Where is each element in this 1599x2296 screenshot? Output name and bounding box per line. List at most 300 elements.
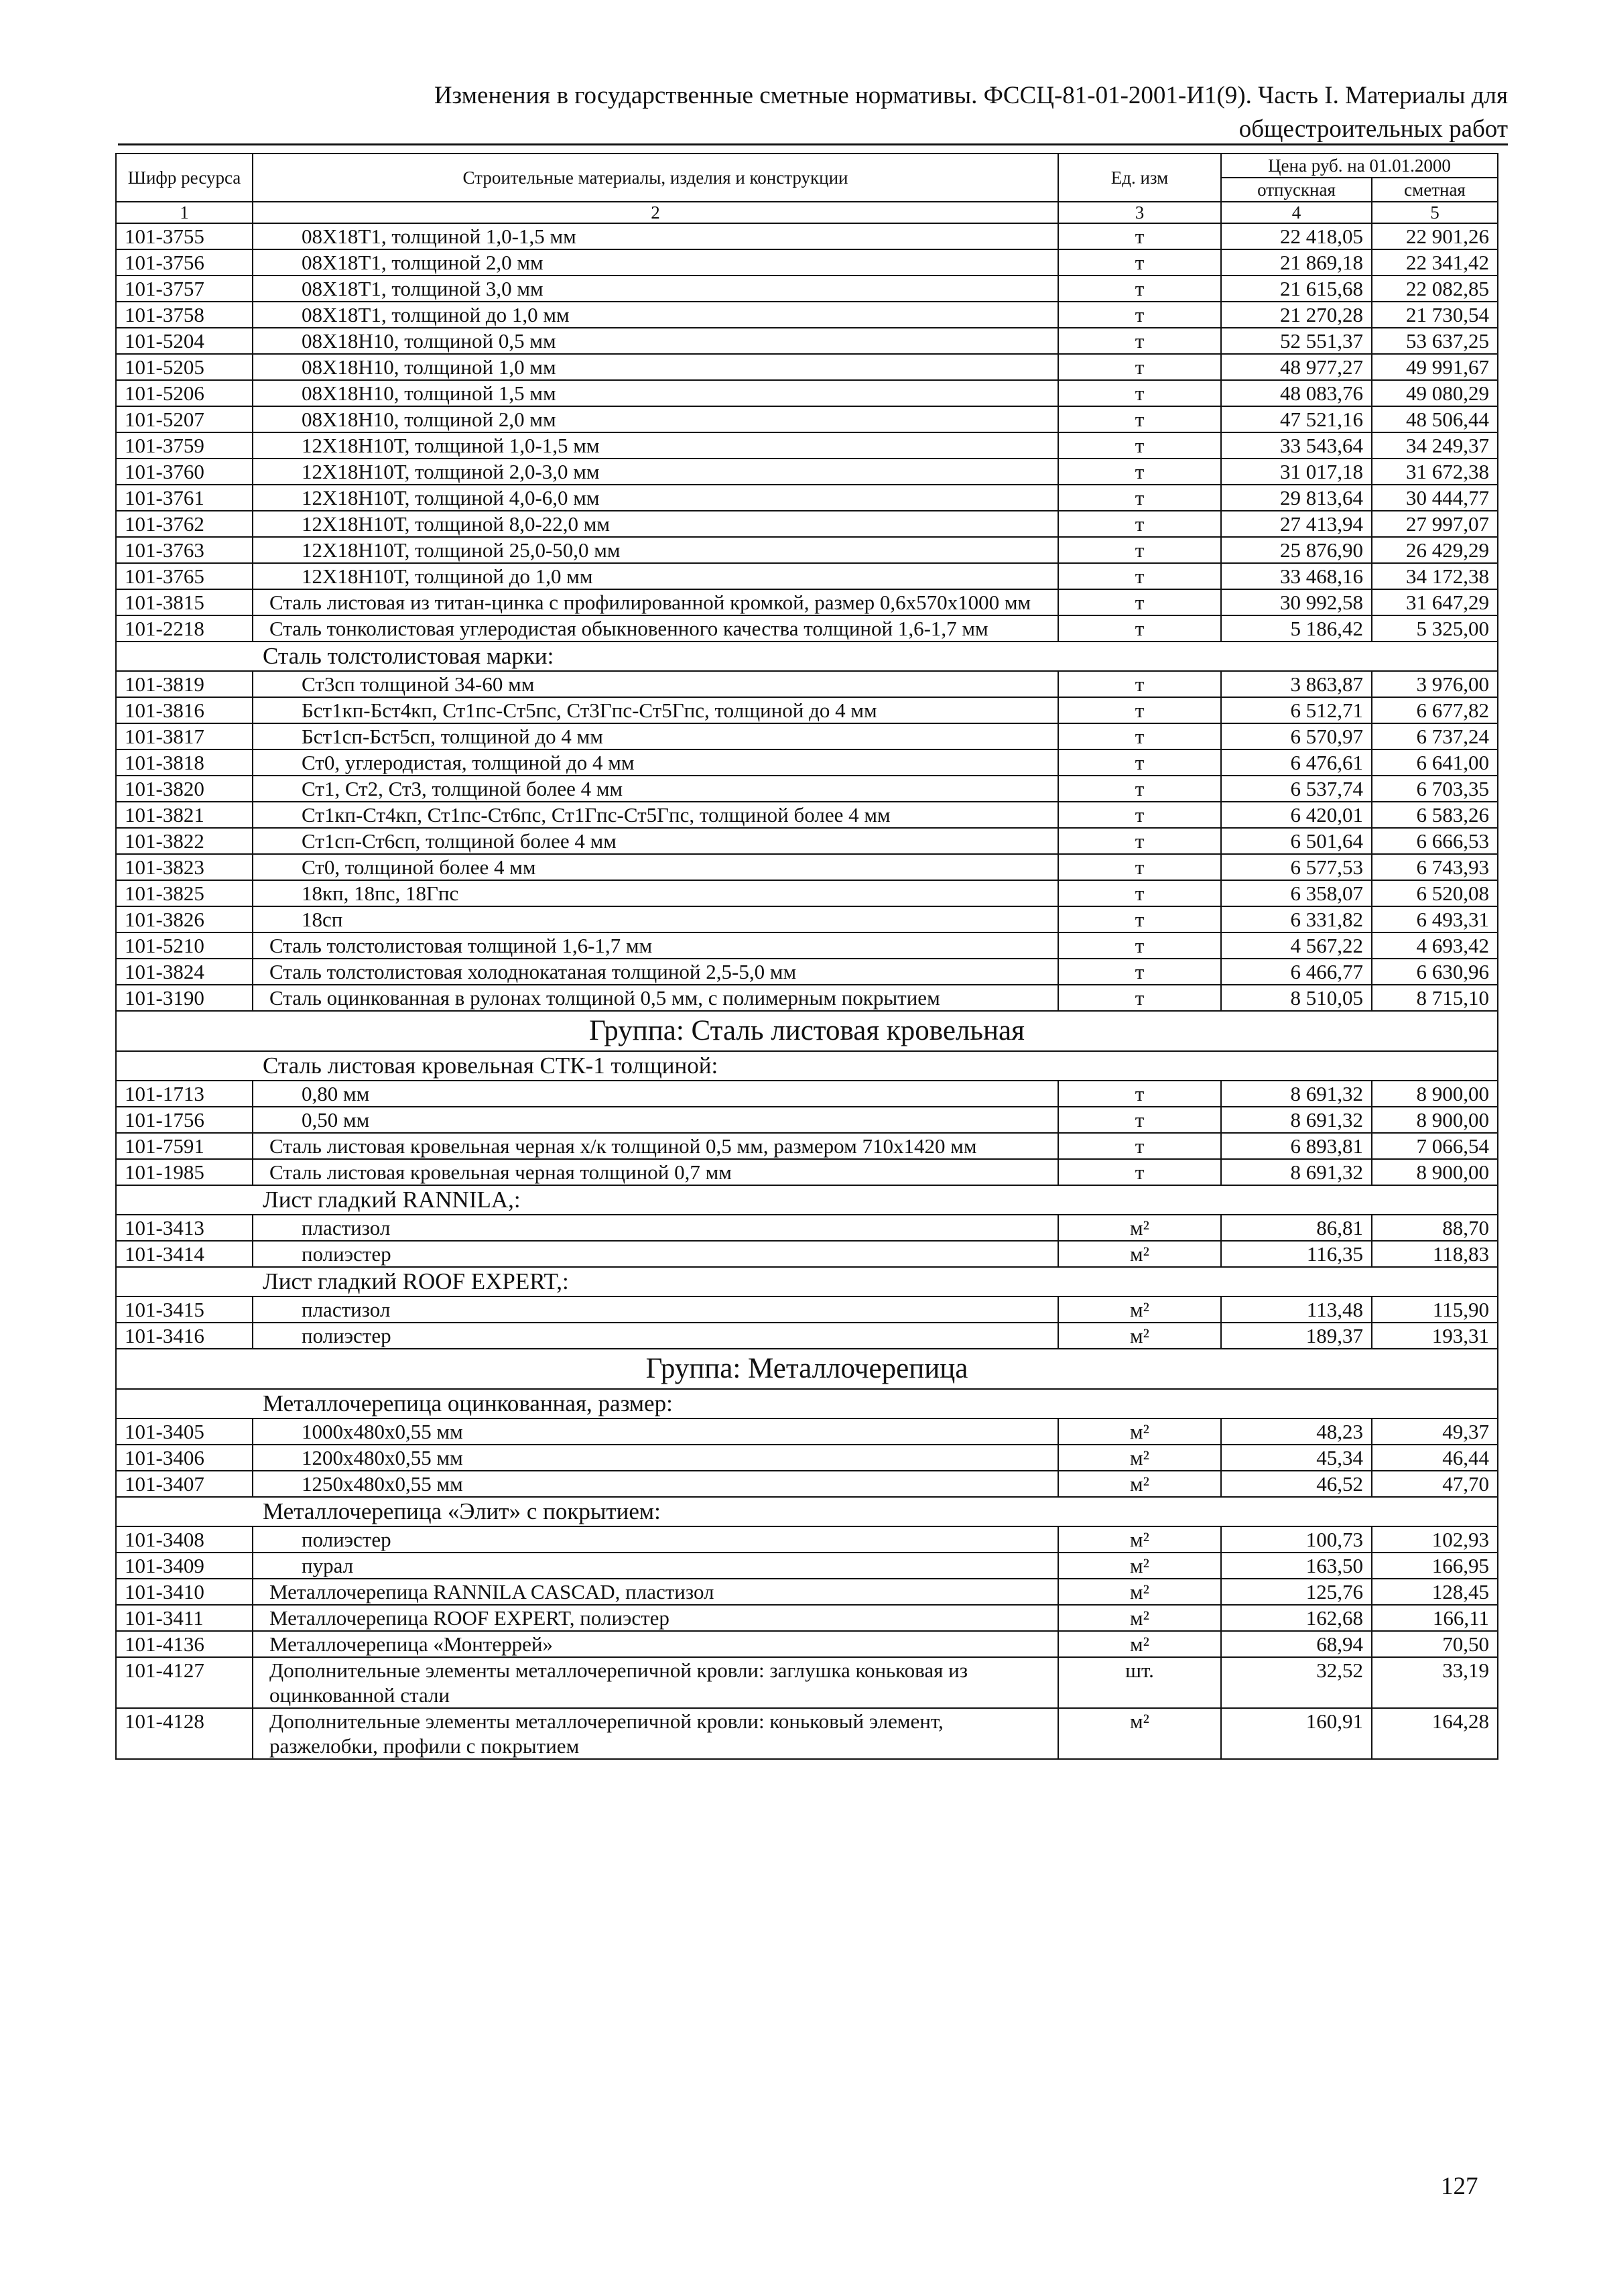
release-price: 52 551,37 bbox=[1221, 328, 1372, 354]
subsection-heading: Сталь толстолистовая марки: bbox=[116, 642, 1498, 671]
release-price: 6 476,61 bbox=[1221, 749, 1372, 776]
table-row bbox=[116, 959, 1498, 985]
release-price: 6 577,53 bbox=[1221, 854, 1372, 880]
material-name: Ст0, углеродистая, толщиной до 4 мм bbox=[253, 749, 1058, 776]
table-row bbox=[116, 354, 1498, 380]
resource-code: 101-3816 bbox=[116, 697, 253, 723]
resource-code: 101-4127 bbox=[116, 1657, 253, 1708]
resource-code: 101-3408 bbox=[116, 1526, 253, 1553]
material-name: 08Х18Т1, толщиной 3,0 мм bbox=[253, 276, 1058, 302]
table-row bbox=[116, 1657, 1498, 1708]
release-price: 3 863,87 bbox=[1221, 671, 1372, 697]
material-name: Бст1сп-Бст5сп, толщиной до 4 мм bbox=[253, 723, 1058, 749]
table-head bbox=[116, 154, 1498, 223]
release-price: 100,73 bbox=[1221, 1526, 1372, 1553]
subsection-heading: Металлочерепица «Элит» с покрытием: bbox=[116, 1497, 1498, 1526]
resource-code: 101-3409 bbox=[116, 1553, 253, 1579]
resource-code: 101-3822 bbox=[116, 828, 253, 854]
material-name: Бст1кп-Бст4кп, Ст1пс-Ст5пс, Ст3Гпс-Ст5Гпс, толщиной до 4 мм bbox=[253, 697, 1058, 723]
group-heading: Группа: Металлочерепица bbox=[116, 1349, 1498, 1389]
estimate-price: 31 672,38 bbox=[1372, 459, 1498, 485]
release-price: 48 083,76 bbox=[1221, 380, 1372, 406]
table-row bbox=[116, 276, 1498, 302]
release-price: 21 270,28 bbox=[1221, 302, 1372, 328]
estimate-price: 115,90 bbox=[1372, 1296, 1498, 1323]
unit-cell: м² bbox=[1058, 1526, 1221, 1553]
unit-cell: т bbox=[1058, 406, 1221, 432]
table-row bbox=[116, 1133, 1498, 1159]
estimate-price: 3 976,00 bbox=[1372, 671, 1498, 697]
resource-code: 101-3410 bbox=[116, 1579, 253, 1605]
material-name: полиэстер bbox=[253, 1323, 1058, 1349]
unit-cell: т bbox=[1058, 802, 1221, 828]
unit-cell: м² bbox=[1058, 1708, 1221, 1759]
resource-code: 101-1985 bbox=[116, 1159, 253, 1185]
material-name: полиэстер bbox=[253, 1241, 1058, 1267]
unit-cell: т bbox=[1058, 459, 1221, 485]
release-price: 48 977,27 bbox=[1221, 354, 1372, 380]
material-name: Дополнительные элементы металлочерепичной кровли: коньковый элемент, разжелобки, профили с покрытием bbox=[253, 1708, 1058, 1759]
table-row bbox=[116, 1081, 1498, 1107]
material-name: Сталь тонколистовая углеродистая обыкновенного качества толщиной 1,6-1,7 мм bbox=[253, 615, 1058, 642]
material-name: 18сп bbox=[253, 906, 1058, 932]
material-name: Сталь листовая из титан-цинка с профилированной кромкой, размер 0,6х570х1000 мм bbox=[253, 589, 1058, 615]
release-price: 29 813,64 bbox=[1221, 485, 1372, 511]
release-price: 33 468,16 bbox=[1221, 563, 1372, 589]
unit-cell: т bbox=[1058, 276, 1221, 302]
resource-code: 101-3755 bbox=[116, 223, 253, 249]
unit-cell: т bbox=[1058, 828, 1221, 854]
material-name: Сталь толстолистовая холоднокатаная толщиной 2,5-5,0 мм bbox=[253, 959, 1058, 985]
resource-code: 101-3413 bbox=[116, 1215, 253, 1241]
page-number: 127 bbox=[1441, 2173, 1478, 2200]
table-row bbox=[116, 1296, 1498, 1323]
release-price: 6 466,77 bbox=[1221, 959, 1372, 985]
resource-code: 101-3818 bbox=[116, 749, 253, 776]
estimate-price: 49 080,29 bbox=[1372, 380, 1498, 406]
table-row bbox=[116, 1708, 1498, 1759]
estimate-price: 47,70 bbox=[1372, 1471, 1498, 1497]
material-name: 12Х18Н10Т, толщиной до 1,0 мм bbox=[253, 563, 1058, 589]
estimate-price: 49 991,67 bbox=[1372, 354, 1498, 380]
material-name: Сталь оцинкованная в рулонах толщиной 0,5 мм, с полимерным покрытием bbox=[253, 985, 1058, 1011]
price-table bbox=[115, 153, 1498, 1760]
resource-code: 101-7591 bbox=[116, 1133, 253, 1159]
unit-cell: м² bbox=[1058, 1215, 1221, 1241]
material-name: 08Х18Н10, толщиной 1,5 мм bbox=[253, 380, 1058, 406]
resource-code: 101-3821 bbox=[116, 802, 253, 828]
estimate-price: 26 429,29 bbox=[1372, 537, 1498, 563]
release-price: 6 331,82 bbox=[1221, 906, 1372, 932]
unit-cell: м² bbox=[1058, 1471, 1221, 1497]
release-price: 189,37 bbox=[1221, 1323, 1372, 1349]
release-price: 6 537,74 bbox=[1221, 776, 1372, 802]
material-name: 1200х480х0,55 мм bbox=[253, 1445, 1058, 1471]
resource-code: 101-3763 bbox=[116, 537, 253, 563]
estimate-price: 70,50 bbox=[1372, 1631, 1498, 1657]
unit-cell: т bbox=[1058, 485, 1221, 511]
table-row bbox=[116, 697, 1498, 723]
material-name: 0,50 мм bbox=[253, 1107, 1058, 1133]
resource-code: 101-3819 bbox=[116, 671, 253, 697]
resource-code: 101-3757 bbox=[116, 276, 253, 302]
subsection-heading: Лист гладкий ROOF EXPERT,: bbox=[116, 1267, 1498, 1296]
unit-cell: т bbox=[1058, 302, 1221, 328]
table-row bbox=[116, 1323, 1498, 1349]
unit-cell: т bbox=[1058, 959, 1221, 985]
resource-code: 101-3765 bbox=[116, 563, 253, 589]
unit-cell: т bbox=[1058, 589, 1221, 615]
estimate-price: 34 172,38 bbox=[1372, 563, 1498, 589]
estimate-price: 27 997,07 bbox=[1372, 511, 1498, 537]
resource-code: 101-2218 bbox=[116, 615, 253, 642]
unit-cell: т bbox=[1058, 880, 1221, 906]
release-price: 46,52 bbox=[1221, 1471, 1372, 1497]
subsection-heading-row bbox=[116, 1267, 1498, 1296]
column-number-row bbox=[116, 202, 1498, 223]
resource-code: 101-3758 bbox=[116, 302, 253, 328]
material-name: 08Х18Т1, толщиной 1,0-1,5 мм bbox=[253, 223, 1058, 249]
estimate-price: 6 583,26 bbox=[1372, 802, 1498, 828]
estimate-price: 53 637,25 bbox=[1372, 328, 1498, 354]
table-row bbox=[116, 1471, 1498, 1497]
material-name: полиэстер bbox=[253, 1526, 1058, 1553]
table-row bbox=[116, 563, 1498, 589]
estimate-price: 7 066,54 bbox=[1372, 1133, 1498, 1159]
table-row bbox=[116, 302, 1498, 328]
release-price: 27 413,94 bbox=[1221, 511, 1372, 537]
unit-cell: т bbox=[1058, 985, 1221, 1011]
estimate-price: 164,28 bbox=[1372, 1708, 1498, 1759]
release-price: 8 691,32 bbox=[1221, 1081, 1372, 1107]
estimate-price: 30 444,77 bbox=[1372, 485, 1498, 511]
resource-code: 101-3190 bbox=[116, 985, 253, 1011]
col-number: 5 bbox=[1372, 202, 1498, 223]
resource-code: 101-3760 bbox=[116, 459, 253, 485]
table-row bbox=[116, 537, 1498, 563]
unit-cell: т bbox=[1058, 432, 1221, 459]
table-body bbox=[116, 223, 1498, 1759]
release-price: 68,94 bbox=[1221, 1631, 1372, 1657]
release-price: 47 521,16 bbox=[1221, 406, 1372, 432]
table-row bbox=[116, 802, 1498, 828]
unit-cell: т bbox=[1058, 671, 1221, 697]
estimate-price: 49,37 bbox=[1372, 1418, 1498, 1445]
release-price: 30 992,58 bbox=[1221, 589, 1372, 615]
release-price: 113,48 bbox=[1221, 1296, 1372, 1323]
material-name: 08Х18Н10, толщиной 2,0 мм bbox=[253, 406, 1058, 432]
material-name: Металлочерепица ROOF EXPERT, полиэстер bbox=[253, 1605, 1058, 1631]
estimate-price: 46,44 bbox=[1372, 1445, 1498, 1471]
col-number: 1 bbox=[116, 202, 253, 223]
material-name: Металлочерепица «Монтеррей» bbox=[253, 1631, 1058, 1657]
estimate-price: 8 715,10 bbox=[1372, 985, 1498, 1011]
unit-cell: т bbox=[1058, 537, 1221, 563]
material-name: Сталь толстолистовая толщиной 1,6-1,7 мм bbox=[253, 932, 1058, 959]
material-name: 08Х18Н10, толщиной 0,5 мм bbox=[253, 328, 1058, 354]
table-row bbox=[116, 1215, 1498, 1241]
release-price: 8 691,32 bbox=[1221, 1107, 1372, 1133]
subsection-heading: Металлочерепица оцинкованная, размер: bbox=[116, 1389, 1498, 1418]
header-line-2: общестроительных работ bbox=[1238, 115, 1508, 143]
table-row bbox=[116, 1605, 1498, 1631]
estimate-price: 88,70 bbox=[1372, 1215, 1498, 1241]
unit-cell: т bbox=[1058, 723, 1221, 749]
resource-code: 101-3761 bbox=[116, 485, 253, 511]
table-row bbox=[116, 932, 1498, 959]
unit-cell: т bbox=[1058, 776, 1221, 802]
estimate-price: 6 493,31 bbox=[1372, 906, 1498, 932]
release-price: 116,35 bbox=[1221, 1241, 1372, 1267]
resource-code: 101-3824 bbox=[116, 959, 253, 985]
col-header-release: отпускная bbox=[1221, 178, 1372, 202]
estimate-price: 4 693,42 bbox=[1372, 932, 1498, 959]
material-name: 08Х18Н10, толщиной 1,0 мм bbox=[253, 354, 1058, 380]
table-row bbox=[116, 1579, 1498, 1605]
resource-code: 101-1756 bbox=[116, 1107, 253, 1133]
material-name: Ст1сп-Ст6сп, толщиной более 4 мм bbox=[253, 828, 1058, 854]
table-row bbox=[116, 615, 1498, 642]
unit-cell: м² bbox=[1058, 1241, 1221, 1267]
unit-cell: т bbox=[1058, 249, 1221, 276]
table-row bbox=[116, 1159, 1498, 1185]
resource-code: 101-3407 bbox=[116, 1471, 253, 1497]
release-price: 8 691,32 bbox=[1221, 1159, 1372, 1185]
material-name: 0,80 мм bbox=[253, 1081, 1058, 1107]
release-price: 32,52 bbox=[1221, 1657, 1372, 1708]
table-row bbox=[116, 1445, 1498, 1471]
unit-cell: м² bbox=[1058, 1605, 1221, 1631]
unit-cell: м² bbox=[1058, 1418, 1221, 1445]
release-price: 4 567,22 bbox=[1221, 932, 1372, 959]
material-name: Ст0, толщиной более 4 мм bbox=[253, 854, 1058, 880]
table-row bbox=[116, 328, 1498, 354]
resource-code: 101-3823 bbox=[116, 854, 253, 880]
release-price: 31 017,18 bbox=[1221, 459, 1372, 485]
document-header bbox=[322, 79, 1508, 146]
header-rule bbox=[118, 143, 1508, 145]
subsection-heading-row bbox=[116, 1051, 1498, 1081]
table-row bbox=[116, 406, 1498, 432]
estimate-price: 8 900,00 bbox=[1372, 1107, 1498, 1133]
subsection-heading-row bbox=[116, 642, 1498, 671]
material-name: 12Х18Н10Т, толщиной 25,0-50,0 мм bbox=[253, 537, 1058, 563]
estimate-price: 48 506,44 bbox=[1372, 406, 1498, 432]
table-row bbox=[116, 723, 1498, 749]
table-row bbox=[116, 589, 1498, 615]
table-row bbox=[116, 1526, 1498, 1553]
unit-cell: т bbox=[1058, 223, 1221, 249]
estimate-price: 34 249,37 bbox=[1372, 432, 1498, 459]
resource-code: 101-1713 bbox=[116, 1081, 253, 1107]
estimate-price: 6 737,24 bbox=[1372, 723, 1498, 749]
material-name: 12Х18Н10Т, толщиной 2,0-3,0 мм bbox=[253, 459, 1058, 485]
release-price: 33 543,64 bbox=[1221, 432, 1372, 459]
unit-cell: т bbox=[1058, 749, 1221, 776]
table-row bbox=[116, 854, 1498, 880]
material-name: пластизол bbox=[253, 1296, 1058, 1323]
material-name: 1250х480х0,55 мм bbox=[253, 1471, 1058, 1497]
unit-cell: т bbox=[1058, 906, 1221, 932]
resource-code: 101-3756 bbox=[116, 249, 253, 276]
resource-code: 101-3759 bbox=[116, 432, 253, 459]
table-row bbox=[116, 1631, 1498, 1657]
material-name: Дополнительные элементы металлочерепичной кровли: заглушка коньковая из оцинкованной стали bbox=[253, 1657, 1058, 1708]
group-heading-row bbox=[116, 1011, 1498, 1051]
resource-code: 101-5207 bbox=[116, 406, 253, 432]
release-price: 21 615,68 bbox=[1221, 276, 1372, 302]
material-name: 08Х18Т1, толщиной до 1,0 мм bbox=[253, 302, 1058, 328]
material-name: 08Х18Т1, толщиной 2,0 мм bbox=[253, 249, 1058, 276]
material-name: Металлочерепица RANNILA CASCAD, пластизол bbox=[253, 1579, 1058, 1605]
material-name: 12Х18Н10Т, толщиной 1,0-1,5 мм bbox=[253, 432, 1058, 459]
unit-cell: т bbox=[1058, 328, 1221, 354]
table-row bbox=[116, 828, 1498, 854]
table-row bbox=[116, 880, 1498, 906]
unit-cell: т bbox=[1058, 1081, 1221, 1107]
release-price: 8 510,05 bbox=[1221, 985, 1372, 1011]
release-price: 45,34 bbox=[1221, 1445, 1372, 1471]
release-price: 6 570,97 bbox=[1221, 723, 1372, 749]
material-name: пластизол bbox=[253, 1215, 1058, 1241]
unit-cell: т bbox=[1058, 380, 1221, 406]
subsection-heading-row bbox=[116, 1389, 1498, 1418]
unit-cell: т bbox=[1058, 1107, 1221, 1133]
resource-code: 101-5206 bbox=[116, 380, 253, 406]
unit-cell: м² bbox=[1058, 1323, 1221, 1349]
resource-code: 101-3762 bbox=[116, 511, 253, 537]
estimate-price: 166,95 bbox=[1372, 1553, 1498, 1579]
table-row bbox=[116, 459, 1498, 485]
material-name: Ст1, Ст2, Ст3, толщиной более 4 мм bbox=[253, 776, 1058, 802]
release-price: 6 358,07 bbox=[1221, 880, 1372, 906]
release-price: 160,91 bbox=[1221, 1708, 1372, 1759]
unit-cell: т bbox=[1058, 1133, 1221, 1159]
release-price: 6 893,81 bbox=[1221, 1133, 1372, 1159]
col-header-estimate: сметная bbox=[1372, 178, 1498, 202]
col-number: 2 bbox=[253, 202, 1058, 223]
estimate-price: 102,93 bbox=[1372, 1526, 1498, 1553]
material-name: Ст3сп толщиной 34-60 мм bbox=[253, 671, 1058, 697]
unit-cell: т bbox=[1058, 854, 1221, 880]
resource-code: 101-5210 bbox=[116, 932, 253, 959]
subsection-heading-row bbox=[116, 1497, 1498, 1526]
table-row bbox=[116, 432, 1498, 459]
subsection-heading: Лист гладкий RANNILA,: bbox=[116, 1185, 1498, 1215]
table-row bbox=[116, 985, 1498, 1011]
unit-cell: т bbox=[1058, 563, 1221, 589]
release-price: 48,23 bbox=[1221, 1418, 1372, 1445]
resource-code: 101-3826 bbox=[116, 906, 253, 932]
unit-cell: м² bbox=[1058, 1445, 1221, 1471]
table-row bbox=[116, 485, 1498, 511]
estimate-price: 6 666,53 bbox=[1372, 828, 1498, 854]
resource-code: 101-3416 bbox=[116, 1323, 253, 1349]
table-row bbox=[116, 1418, 1498, 1445]
col-header-unit: Ед. изм bbox=[1058, 154, 1221, 202]
table-row bbox=[116, 1553, 1498, 1579]
release-price: 22 418,05 bbox=[1221, 223, 1372, 249]
estimate-price: 21 730,54 bbox=[1372, 302, 1498, 328]
estimate-price: 22 901,26 bbox=[1372, 223, 1498, 249]
resource-code: 101-3820 bbox=[116, 776, 253, 802]
subsection-heading-row bbox=[116, 1185, 1498, 1215]
estimate-price: 6 641,00 bbox=[1372, 749, 1498, 776]
release-price: 21 869,18 bbox=[1221, 249, 1372, 276]
estimate-price: 6 630,96 bbox=[1372, 959, 1498, 985]
table-row bbox=[116, 906, 1498, 932]
estimate-price: 166,11 bbox=[1372, 1605, 1498, 1631]
group-heading: Группа: Сталь листовая кровельная bbox=[116, 1011, 1498, 1051]
table-row bbox=[116, 776, 1498, 802]
resource-code: 101-5205 bbox=[116, 354, 253, 380]
col-number: 4 bbox=[1221, 202, 1372, 223]
col-header-name: Строительные материалы, изделия и конструкции bbox=[253, 154, 1058, 202]
estimate-price: 33,19 bbox=[1372, 1657, 1498, 1708]
table-row bbox=[116, 1241, 1498, 1267]
estimate-price: 6 677,82 bbox=[1372, 697, 1498, 723]
unit-cell: т bbox=[1058, 932, 1221, 959]
release-price: 6 501,64 bbox=[1221, 828, 1372, 854]
estimate-price: 22 341,42 bbox=[1372, 249, 1498, 276]
resource-code: 101-4136 bbox=[116, 1631, 253, 1657]
release-price: 163,50 bbox=[1221, 1553, 1372, 1579]
estimate-price: 128,45 bbox=[1372, 1579, 1498, 1605]
resource-code: 101-3414 bbox=[116, 1241, 253, 1267]
material-name: Сталь листовая кровельная черная толщиной 0,7 мм bbox=[253, 1159, 1058, 1185]
estimate-price: 118,83 bbox=[1372, 1241, 1498, 1267]
col-header-price: Цена руб. на 01.01.2000 bbox=[1221, 154, 1498, 178]
unit-cell: т bbox=[1058, 511, 1221, 537]
col-number: 3 bbox=[1058, 202, 1221, 223]
unit-cell: м² bbox=[1058, 1296, 1221, 1323]
table-row bbox=[116, 749, 1498, 776]
estimate-price: 8 900,00 bbox=[1372, 1081, 1498, 1107]
release-price: 162,68 bbox=[1221, 1605, 1372, 1631]
unit-cell: м² bbox=[1058, 1579, 1221, 1605]
unit-cell: т bbox=[1058, 615, 1221, 642]
resource-code: 101-3825 bbox=[116, 880, 253, 906]
material-name: 18кп, 18пс, 18Гпс bbox=[253, 880, 1058, 906]
material-name: 12Х18Н10Т, толщиной 4,0-6,0 мм bbox=[253, 485, 1058, 511]
resource-code: 101-5204 bbox=[116, 328, 253, 354]
material-name: Ст1кп-Ст4кп, Ст1пс-Ст6пс, Ст1Гпс-Ст5Гпс, толщиной более 4 мм bbox=[253, 802, 1058, 828]
resource-code: 101-3415 bbox=[116, 1296, 253, 1323]
table-row bbox=[116, 223, 1498, 249]
resource-code: 101-3405 bbox=[116, 1418, 253, 1445]
resource-code: 101-3406 bbox=[116, 1445, 253, 1471]
resource-code: 101-3817 bbox=[116, 723, 253, 749]
material-name: пурал bbox=[253, 1553, 1058, 1579]
unit-cell: т bbox=[1058, 1159, 1221, 1185]
group-heading-row bbox=[116, 1349, 1498, 1389]
estimate-price: 6 520,08 bbox=[1372, 880, 1498, 906]
estimate-price: 8 900,00 bbox=[1372, 1159, 1498, 1185]
unit-cell: шт. bbox=[1058, 1657, 1221, 1708]
resource-code: 101-3411 bbox=[116, 1605, 253, 1631]
resource-code: 101-4128 bbox=[116, 1708, 253, 1759]
estimate-price: 6 743,93 bbox=[1372, 854, 1498, 880]
estimate-price: 5 325,00 bbox=[1372, 615, 1498, 642]
material-name: Сталь листовая кровельная черная х/к толщиной 0,5 мм, размером 710х1420 мм bbox=[253, 1133, 1058, 1159]
estimate-price: 31 647,29 bbox=[1372, 589, 1498, 615]
resource-code: 101-3815 bbox=[116, 589, 253, 615]
unit-cell: м² bbox=[1058, 1553, 1221, 1579]
subsection-heading: Сталь листовая кровельная СТК-1 толщиной: bbox=[116, 1051, 1498, 1081]
col-header-code: Шифр ресурса bbox=[116, 154, 253, 202]
release-price: 6 420,01 bbox=[1221, 802, 1372, 828]
table-row bbox=[116, 511, 1498, 537]
